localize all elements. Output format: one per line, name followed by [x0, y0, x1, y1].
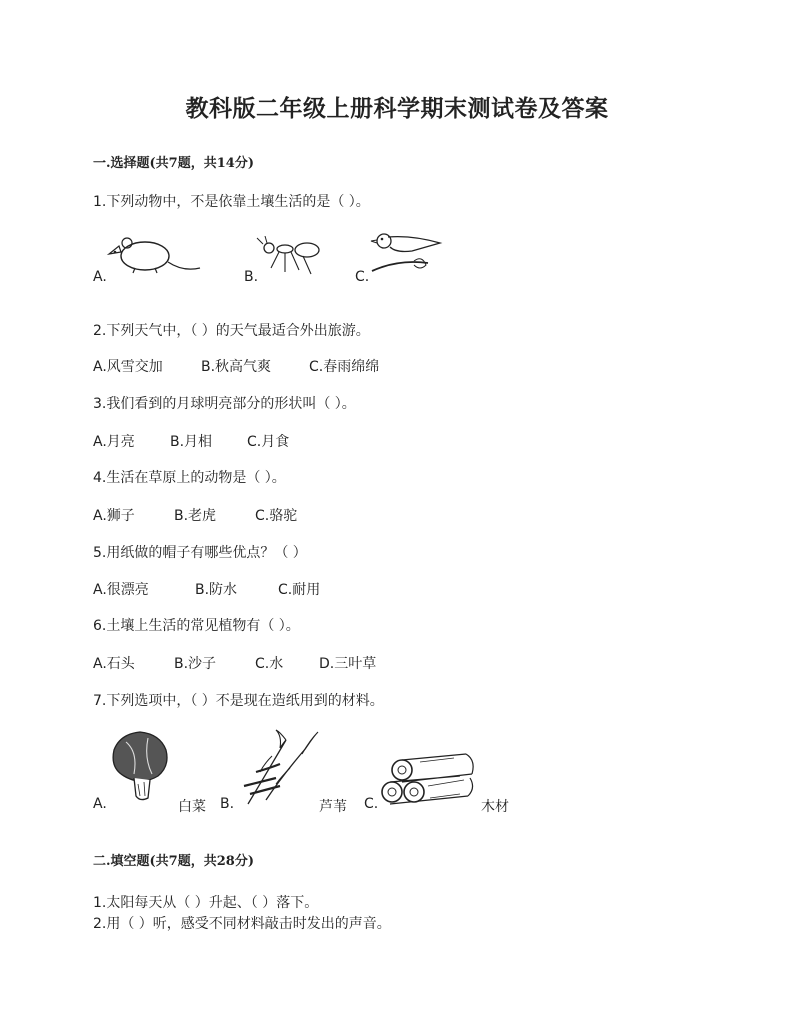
question-1: 1.下列动物中，不是依靠土壤生活的是（ ）。 — [93, 194, 370, 210]
option-3c: C.月食 — [247, 434, 290, 450]
option-5b: B.防水 — [195, 582, 238, 598]
question-2: 2.下列天气中，（ ）的天气最适合外出旅游。 — [93, 323, 370, 339]
option-7b: B. — [220, 796, 235, 812]
section-heading-choice: 一.选择题(共7题，共14分) — [93, 156, 254, 171]
page-title: 教科版二年级上册科学期末测试卷及答案 — [185, 95, 609, 122]
wood-logs-image — [380, 748, 480, 808]
option-7c: C. — [364, 796, 379, 812]
option-6a: A.石头 — [93, 656, 135, 672]
option-2a: A.风雪交加 — [93, 359, 163, 375]
option-7b-label: 芦苇 — [319, 799, 347, 815]
option-5c: C.耐用 — [278, 582, 321, 598]
question-3: 3.我们看到的月球明亮部分的形状叫（ ）。 — [93, 396, 356, 412]
option-1a: A. — [93, 269, 107, 285]
fill-question-1: 1.太阳每天从（ ）升起、（ ）落下。 — [93, 895, 319, 911]
ant-image — [255, 236, 330, 276]
option-6b: B.沙子 — [174, 656, 217, 672]
option-1b: B. — [244, 269, 259, 285]
question-5: 5.用纸做的帽子有哪些优点？（ ） — [93, 545, 307, 561]
cabbage-image — [108, 728, 173, 806]
option-1c: C. — [355, 269, 370, 285]
option-4c: C.骆驼 — [255, 508, 298, 524]
option-7c-label: 木材 — [481, 799, 509, 815]
option-6c: C.水 — [255, 656, 284, 672]
option-3b: B.月相 — [170, 434, 213, 450]
option-2b: B.秋高气爽 — [201, 359, 272, 375]
option-7a: A. — [93, 796, 107, 812]
option-2c: C.春雨绵绵 — [309, 359, 380, 375]
option-4a: A.狮子 — [93, 508, 135, 524]
section-heading-fill: 二.填空题(共7题，共28分) — [93, 854, 254, 869]
option-4b: B.老虎 — [174, 508, 217, 524]
option-7a-label: 白菜 — [178, 799, 206, 815]
fill-question-2: 2.用（ ）听，感受不同材料敲击时发出的声音。 — [93, 916, 391, 932]
reed-image — [236, 728, 321, 808]
question-4: 4.生活在草原上的动物是（ ）。 — [93, 470, 286, 486]
option-5a: A.很漂亮 — [93, 582, 149, 598]
question-7: 7.下列选项中，（ ）不是现在造纸用到的材料。 — [93, 693, 384, 709]
question-6: 6.土壤上生活的常见植物有（ ）。 — [93, 618, 300, 634]
bird-image — [368, 229, 448, 279]
mouse-image — [105, 232, 205, 277]
option-6d: D.三叶草 — [319, 656, 377, 672]
option-3a: A.月亮 — [93, 434, 135, 450]
